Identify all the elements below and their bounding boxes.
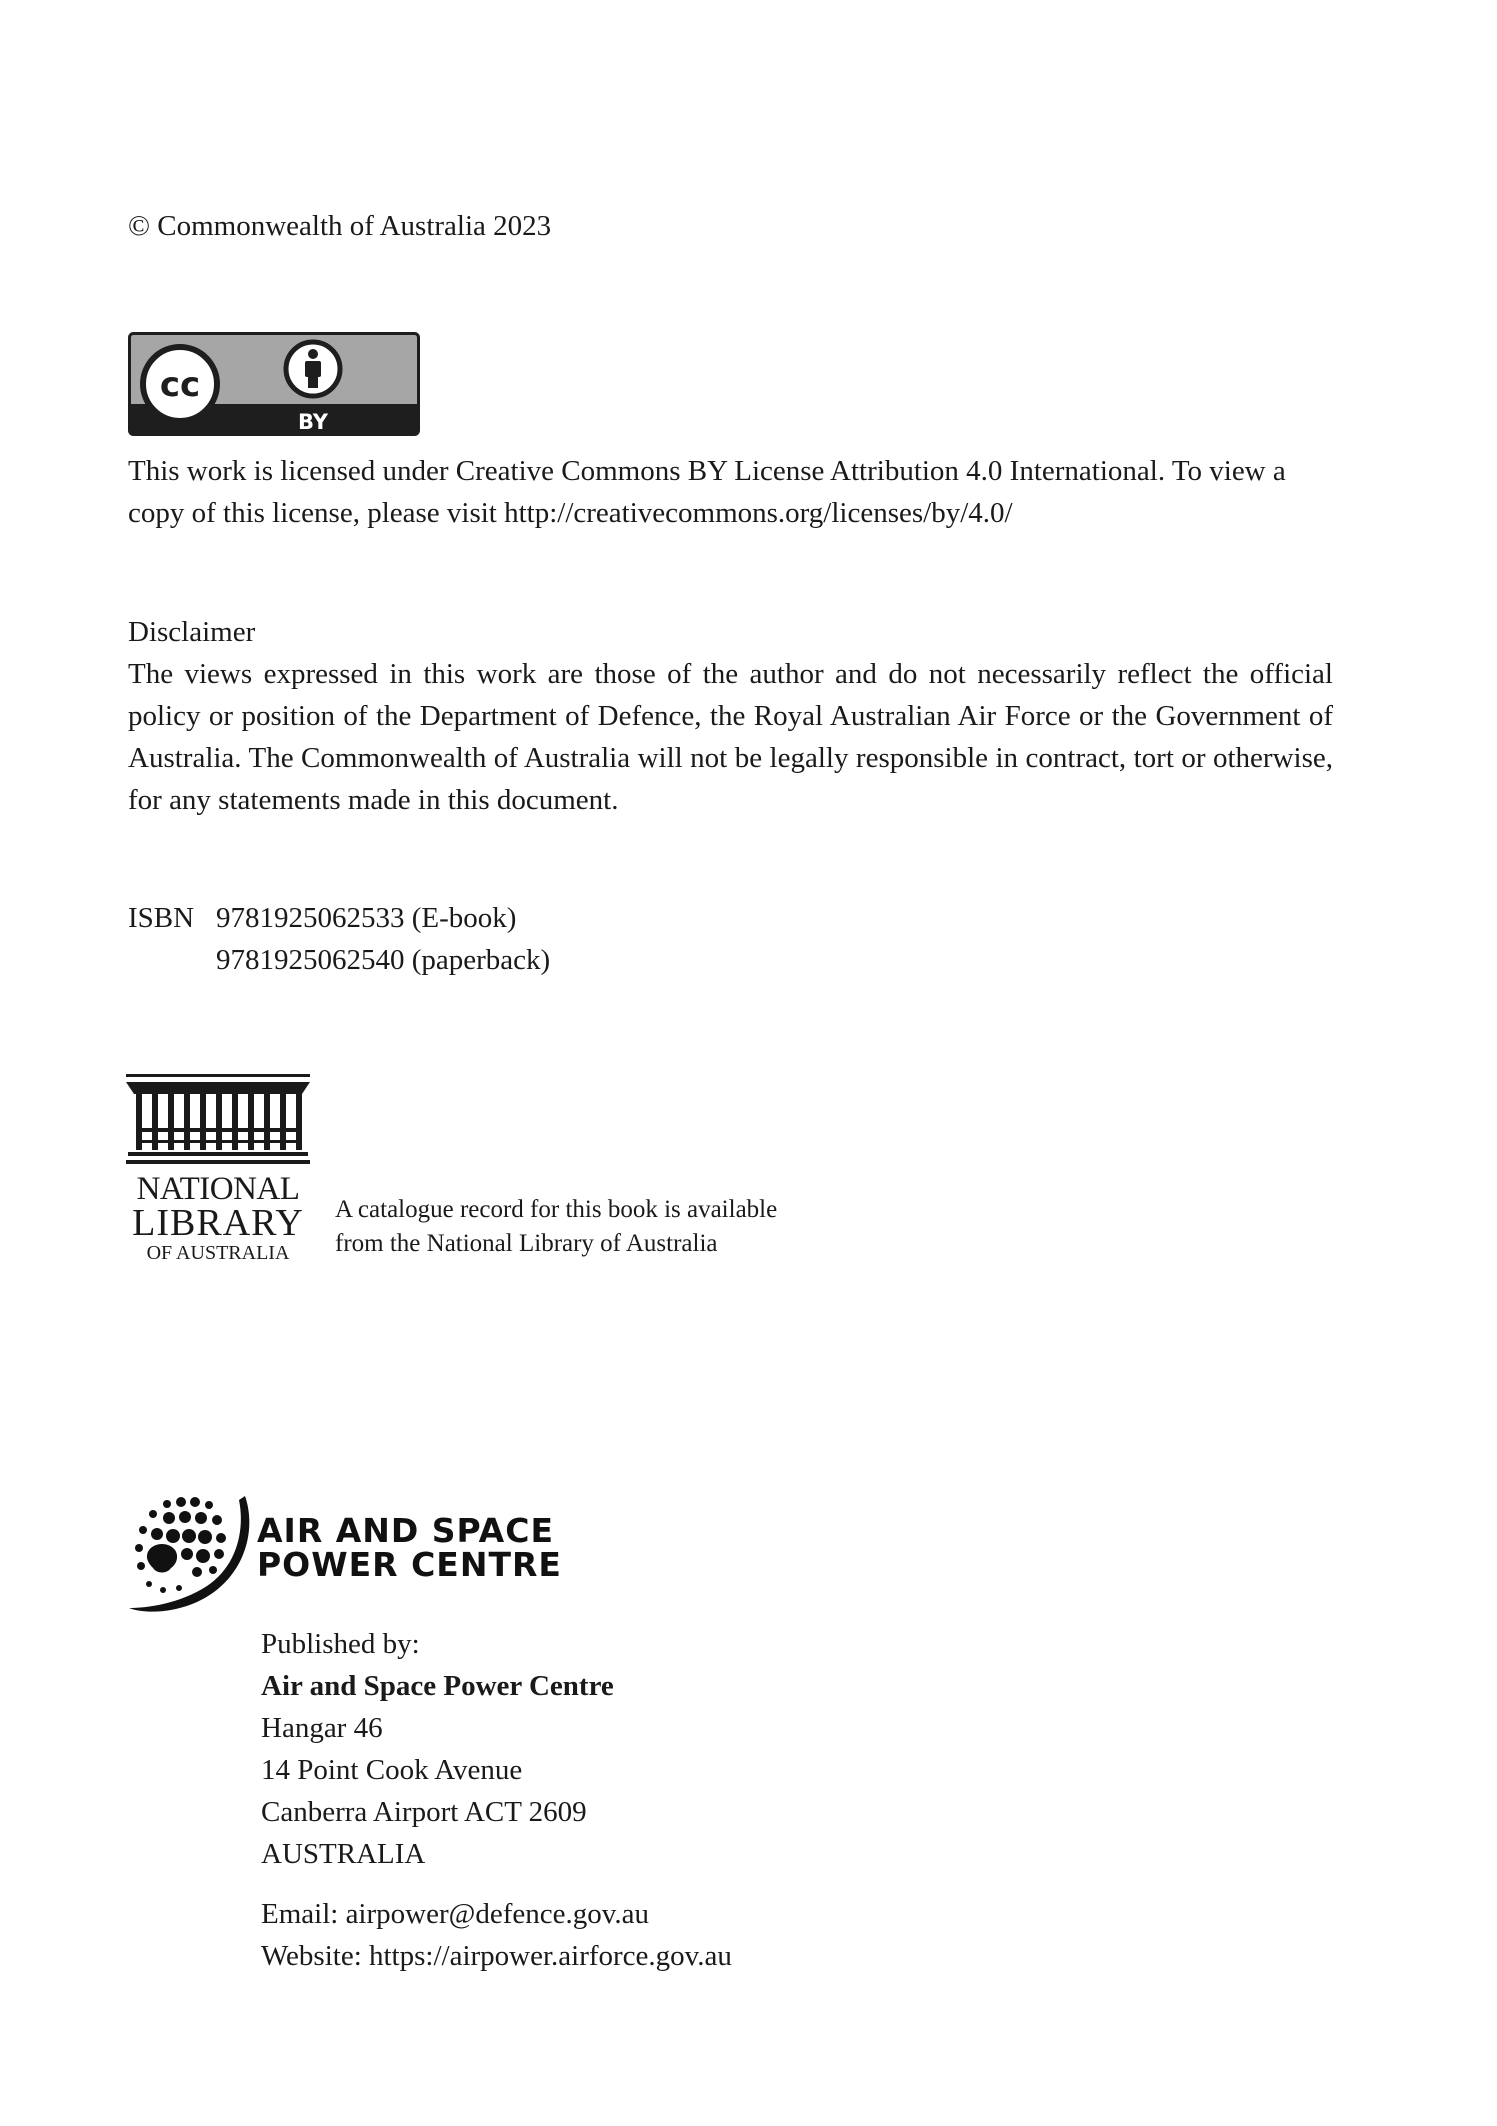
asp-globe-icon xyxy=(127,1490,252,1618)
license-text: This work is licensed under Creative Commons BY License Attribution 4.0 International. To view a copy of this license, please visit http://creativecommons.org/licenses/by/4.0/ xyxy=(128,455,1286,529)
cc-by-icon xyxy=(128,332,420,436)
nla-logo-of-australia: OF AUSTRALIA xyxy=(146,1242,290,1264)
person-attribution-icon xyxy=(286,342,340,396)
creative-commons-badge[interactable] xyxy=(128,332,420,436)
published-by-label: Published by: xyxy=(261,1628,420,1660)
publisher-address-line: AUSTRALIA xyxy=(261,1838,426,1870)
publisher-website[interactable]: Website: https://airpower.airforce.gov.au xyxy=(261,1940,732,1972)
catalogue-record-note xyxy=(335,1193,855,1261)
publisher-address-line: Hangar 46 xyxy=(261,1712,383,1744)
publisher-name: Air and Space Power Centre xyxy=(261,1670,614,1702)
copyright-notice: © Commonwealth of Australia 2023 xyxy=(128,210,552,242)
catalogue-line-2: from the National Library of Australia xyxy=(335,1230,718,1257)
publisher-address-line: 14 Point Cook Avenue xyxy=(261,1754,523,1786)
disclaimer-heading: Disclaimer xyxy=(128,616,256,648)
svg-text:cc: cc xyxy=(159,365,201,405)
isbn-label: ISBN xyxy=(128,902,195,934)
asp-logo-line-1: AIR AND SPACE xyxy=(257,1511,554,1550)
publisher-address-line: Canberra Airport ACT 2609 xyxy=(261,1796,587,1828)
nla-logo-national: NATIONAL xyxy=(136,1171,300,1207)
nla-logo-library: LIBRARY xyxy=(132,1202,304,1244)
catalogue-line-1: A catalogue record for this book is available xyxy=(335,1196,778,1223)
library-building-icon xyxy=(126,1070,310,1172)
disclaimer-body: The views expressed in this work are those of the author and do not necessarily reflect the official policy or position of the Department of Defence, the Royal Australian Air Force or the Government of Australia. The Commonwealth of Australia will not be legally responsible in contract, tort or otherwise, for any statements made in this document. xyxy=(128,658,1333,816)
cc-icon xyxy=(143,347,217,421)
svg-text:BY: BY xyxy=(297,410,329,434)
isbn-paperback: 9781925062540 (paperback) xyxy=(216,944,551,976)
air-and-space-power-centre-logo xyxy=(127,1490,587,1618)
isbn-ebook: 9781925062533 (E-book) xyxy=(216,902,517,934)
asp-logo-line-2: POWER CENTRE xyxy=(257,1545,562,1584)
national-library-logo xyxy=(126,1070,310,1264)
publisher-email[interactable]: Email: airpower@defence.gov.au xyxy=(261,1898,649,1930)
